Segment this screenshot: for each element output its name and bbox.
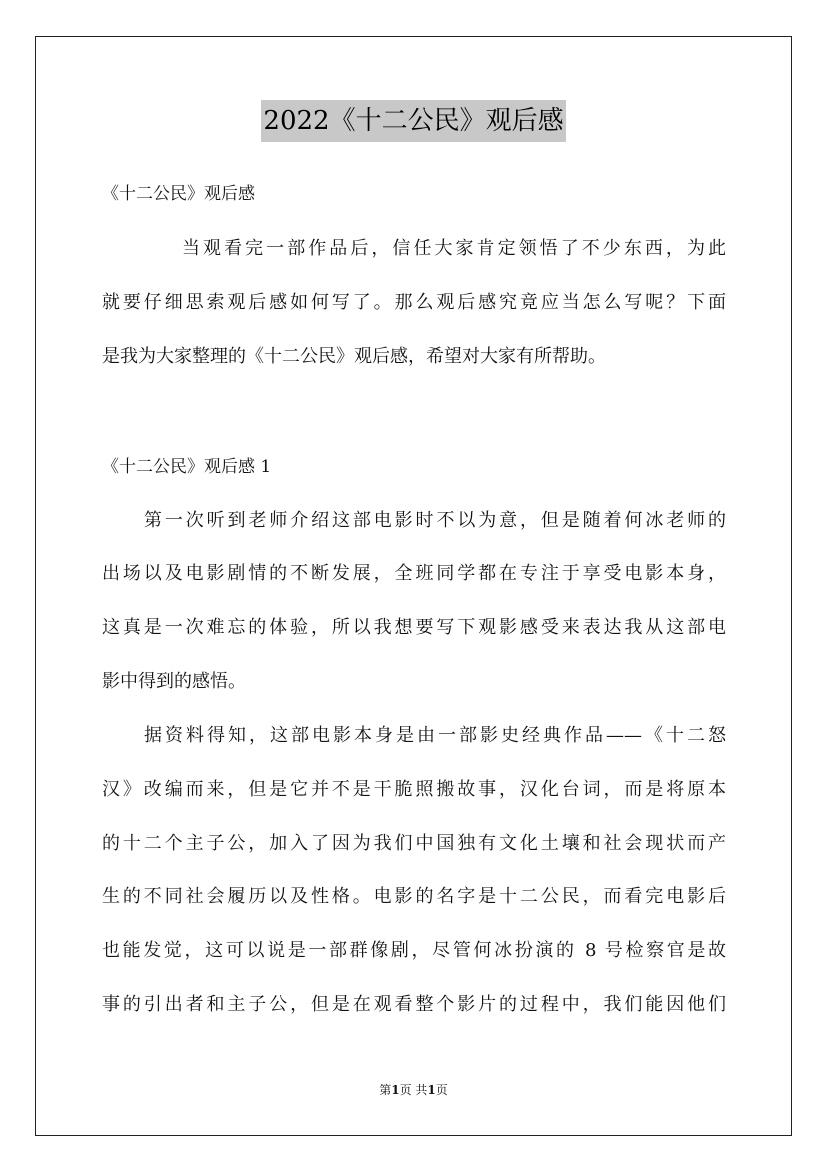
para1-line: 影中得到的感悟。 (102, 671, 246, 692)
intro-heading: 《十二公民》观后感 (102, 184, 255, 204)
para1-line: 第一次听到老师介绍这部电影时不以为意，但是随着何冰老师的 (144, 510, 726, 531)
title-container (0, 100, 827, 142)
intro-line: 是我为大家整理的《十二公民》观后感，希望对大家有所帮助。 (102, 346, 606, 367)
intro-line: 当观看完一部作品后，信任大家肯定领悟了不少东西，为此 (182, 238, 726, 259)
footer-page-mid: 页 共 (399, 1083, 428, 1097)
para1-line: 出场以及电影剧情的不断发展，全班同学都在专注于享受电影本身， (102, 563, 726, 584)
para2-line: 也能发觉，这可以说是一部群像剧，尽管何冰扮演的 8 号检察官是故 (102, 940, 726, 961)
para2-line: 事的引出者和主子公，但是在观看整个影片的过程中，我们能因他们 (102, 994, 726, 1015)
para2-line: 汉》改编而来，但是它并不是干脆照搬故事，汉化台词，而是将原本 (102, 779, 726, 800)
para2-line: 生的不同社会履历以及性格。电影的名字是十二公民，而看完电影后 (102, 886, 726, 907)
intro-line: 就要仔细思索观后感如何写了。那么观后感究竟应当怎么写呢？下面 (102, 292, 726, 313)
para2-line: 的十二个主子公，加入了因为我们中国独有文化土壤和社会现状而产 (102, 833, 726, 854)
footer-page-suffix: 页 (435, 1083, 448, 1097)
footer-page-number: 1 (391, 1083, 400, 1097)
para2-line: 据资料得知，这部电影本身是由一部影史经典作品——《十二怒 (144, 725, 726, 746)
footer-page-total: 1 (427, 1083, 436, 1097)
footer-page-prefix: 第 (379, 1083, 392, 1097)
para1-line: 这真是一次难忘的体验，所以我想要写下观影感受来表达我从这部电 (102, 617, 726, 638)
section1-heading: 《十二公民》观后感 1 (102, 457, 272, 477)
page-footer (0, 1082, 827, 1098)
document-title: 2022《十二公民》观后感 (261, 100, 565, 142)
